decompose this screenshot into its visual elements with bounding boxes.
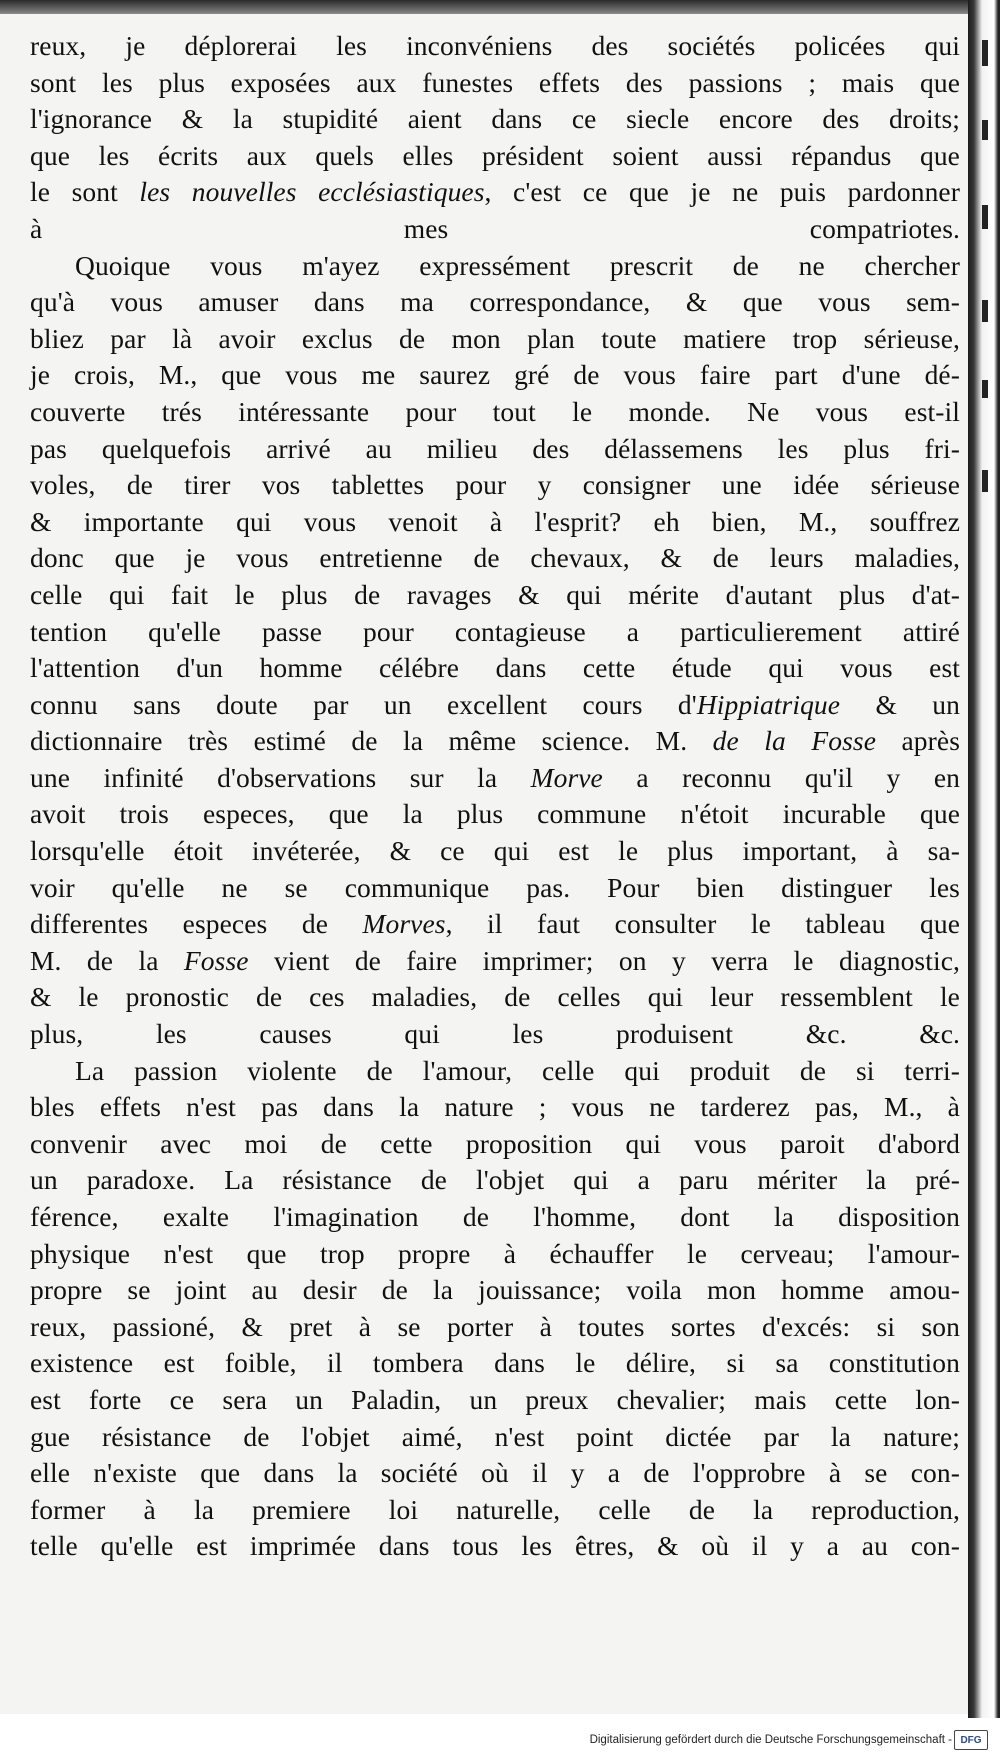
text-line bbox=[30, 1053, 960, 1090]
text-segment: vient de faire imprimer; on y verra le diagnostic, bbox=[248, 944, 960, 976]
text-segment: convenir avec moi de cette proposition qui vous paroit d'abord bbox=[30, 1127, 960, 1159]
adjacent-page-mark bbox=[982, 120, 988, 140]
text-segment: tention qu'elle passe pour contagieuse a particulierement attiré bbox=[30, 615, 960, 647]
italic-segment: Fosse bbox=[183, 944, 249, 976]
text-line bbox=[30, 284, 960, 321]
text-segment: je crois, M., que vous me saurez gré de vous faire part d'une dé- bbox=[30, 359, 960, 391]
text-line bbox=[30, 650, 960, 687]
text-segment: qu'à vous amuser dans ma correspondance, & que vous sem- bbox=[30, 286, 960, 318]
text-line bbox=[30, 1126, 960, 1163]
text-segment: est forte ce sera un Paladin, un preux chevalier; mais cette lon- bbox=[30, 1383, 960, 1415]
text-line bbox=[30, 906, 960, 943]
text-segment: connu sans doute par un excellent cours d' bbox=[30, 688, 697, 720]
adjacent-page-mark bbox=[982, 300, 988, 322]
text-line bbox=[30, 1419, 960, 1456]
text-segment: La passion violente de l'amour, celle qui produit de si terri- bbox=[75, 1054, 960, 1086]
text-segment: voles, de tirer vos tablettes pour y consigner une idée sérieuse bbox=[30, 469, 960, 501]
text-line bbox=[30, 723, 960, 760]
text-line bbox=[30, 870, 960, 907]
text-segment: physique n'est que trop propre à échauffer le cerveau; l'amour- bbox=[30, 1237, 960, 1269]
text-segment: un paradoxe. La résistance de l'objet qui a paru mériter la pré- bbox=[30, 1164, 960, 1196]
text-segment: differentes especes de bbox=[30, 908, 363, 940]
text-line bbox=[30, 28, 960, 65]
italic-segment: les nouvelles ecclésiastiques bbox=[139, 176, 485, 208]
adjacent-page-mark bbox=[982, 470, 988, 492]
text-segment: à mes compatriotes. bbox=[30, 212, 960, 244]
text-line bbox=[30, 760, 960, 797]
text-segment: pas quelquefois arrivé au milieu des délassemens les plus fri- bbox=[30, 432, 960, 464]
adjacent-page-edge bbox=[968, 0, 1000, 1754]
text-segment: Quoique vous m'ayez expressément prescrit de ne chercher bbox=[75, 249, 960, 281]
text-line bbox=[30, 687, 960, 724]
text-line bbox=[30, 833, 960, 870]
adjacent-page-mark bbox=[982, 205, 988, 229]
text-segment: après bbox=[876, 725, 961, 757]
text-segment: l'attention d'un homme célébre dans cette étude qui vous est bbox=[30, 652, 960, 684]
text-line bbox=[30, 1492, 960, 1529]
funding-credit: Digitalisierung gefördert durch die Deutsche Forschungsgemeinschaft - bbox=[589, 1734, 952, 1746]
text-line bbox=[30, 796, 960, 833]
text-segment: , c'est ce que je ne puis pardonner bbox=[484, 176, 960, 208]
text-segment: plus, les causes qui les produisent &c. &c. bbox=[30, 1018, 960, 1050]
text-line bbox=[30, 138, 960, 175]
text-segment: a reconnu qu'il y en bbox=[602, 761, 960, 793]
adjacent-page-mark bbox=[982, 380, 988, 398]
text-line bbox=[30, 65, 960, 102]
text-segment: celle qui fait le plus de ravages & qui mérite d'autant plus d'at- bbox=[30, 578, 960, 610]
italic-segment: Hippiatrique bbox=[696, 688, 841, 720]
text-segment: , il faut consulter le tableau que bbox=[445, 908, 961, 940]
text-segment: bles effets n'est pas dans la nature ; vous ne tarderez pas, M., à bbox=[30, 1091, 960, 1123]
text-segment: voir qu'elle ne se communique pas. Pour bien distinguer les bbox=[30, 871, 960, 903]
text-line bbox=[30, 357, 960, 394]
text-line bbox=[30, 321, 960, 358]
text-line bbox=[30, 979, 960, 1016]
text-line bbox=[30, 1199, 960, 1236]
text-segment: & un bbox=[840, 688, 961, 720]
text-line bbox=[30, 1309, 960, 1346]
text-line bbox=[30, 174, 960, 211]
text-line bbox=[30, 1089, 960, 1126]
dfg-logo: DFG bbox=[954, 1730, 988, 1750]
text-segment: une infinité d'observations sur la bbox=[30, 761, 531, 793]
text-segment: elle n'existe que dans la société où il y a de l'opprobre à se con- bbox=[30, 1457, 960, 1489]
text-segment: que les écrits aux quels elles président soient aussi répandus que bbox=[30, 139, 960, 171]
text-segment: avoit trois especes, que la plus commune n'étoit incurable que bbox=[30, 798, 960, 830]
text-segment: reux, passioné, & pret à se porter à toutes sortes d'excés: si son bbox=[30, 1310, 960, 1342]
text-line bbox=[30, 1016, 960, 1053]
text-segment: existence est foible, il tombera dans le délire, si sa constitution bbox=[30, 1347, 960, 1379]
text-segment: donc que je vous entretienne de chevaux, & de leurs maladies, bbox=[30, 542, 960, 574]
text-segment: dictionnaire très estimé de la même science. M. bbox=[30, 725, 713, 757]
text-line bbox=[30, 248, 960, 285]
text-line bbox=[30, 943, 960, 980]
text-line bbox=[30, 577, 960, 614]
text-segment: le sont bbox=[30, 176, 140, 208]
text-line bbox=[30, 1236, 960, 1273]
text-segment: telle qu'elle est imprimée dans tous les êtres, & où il y a au con- bbox=[30, 1530, 960, 1562]
text-line bbox=[30, 467, 960, 504]
text-segment: & importante qui vous venoit à l'esprit? eh bien, M., souffrez bbox=[30, 505, 960, 537]
text-segment: M. de la bbox=[30, 944, 184, 976]
text-segment: propre se joint au desir de la jouissance; voila mon homme amou- bbox=[30, 1274, 960, 1306]
text-line bbox=[30, 1345, 960, 1382]
text-segment: bliez par là avoir exclus de mon plan toute matiere trop sérieuse, bbox=[30, 322, 960, 354]
text-segment: gue résistance de l'objet aimé, n'est point dictée par la nature; bbox=[30, 1420, 960, 1452]
text-line bbox=[30, 211, 960, 248]
text-segment: couverte trés intéressante pour tout le monde. Ne vous est-il bbox=[30, 395, 960, 427]
text-line bbox=[30, 101, 960, 138]
page-body-text bbox=[30, 28, 960, 1565]
text-segment: & le pronostic de ces maladies, de celles qui leur ressemblent le bbox=[30, 981, 960, 1013]
text-segment: l'ignorance & la stupidité aient dans ce siecle encore des droits; bbox=[30, 103, 960, 135]
text-line bbox=[30, 1272, 960, 1309]
italic-segment: Morves bbox=[362, 908, 446, 940]
text-segment: lorsqu'elle étoit invéterée, & ce qui est le plus important, à sa- bbox=[30, 835, 960, 867]
text-line bbox=[30, 1528, 960, 1565]
italic-segment: Morve bbox=[530, 761, 603, 793]
text-segment: férence, exalte l'imagination de l'homme, dont la disposition bbox=[30, 1201, 960, 1232]
text-line bbox=[30, 504, 960, 541]
text-line bbox=[30, 1382, 960, 1419]
text-line bbox=[30, 1455, 960, 1492]
italic-segment: de la Fosse bbox=[712, 725, 877, 757]
text-line bbox=[30, 614, 960, 651]
text-line bbox=[30, 431, 960, 468]
text-segment: reux, je déplorerai les inconvéniens des sociétés policées qui bbox=[30, 30, 960, 61]
text-segment: sont les plus exposées aux funestes effets des passions ; mais que bbox=[30, 66, 960, 98]
text-line bbox=[30, 1162, 960, 1199]
text-line bbox=[30, 540, 960, 577]
adjacent-page-mark bbox=[982, 40, 988, 66]
text-segment: former à la premiere loi naturelle, celle de la reproduction, bbox=[30, 1493, 960, 1525]
text-line bbox=[30, 394, 960, 431]
